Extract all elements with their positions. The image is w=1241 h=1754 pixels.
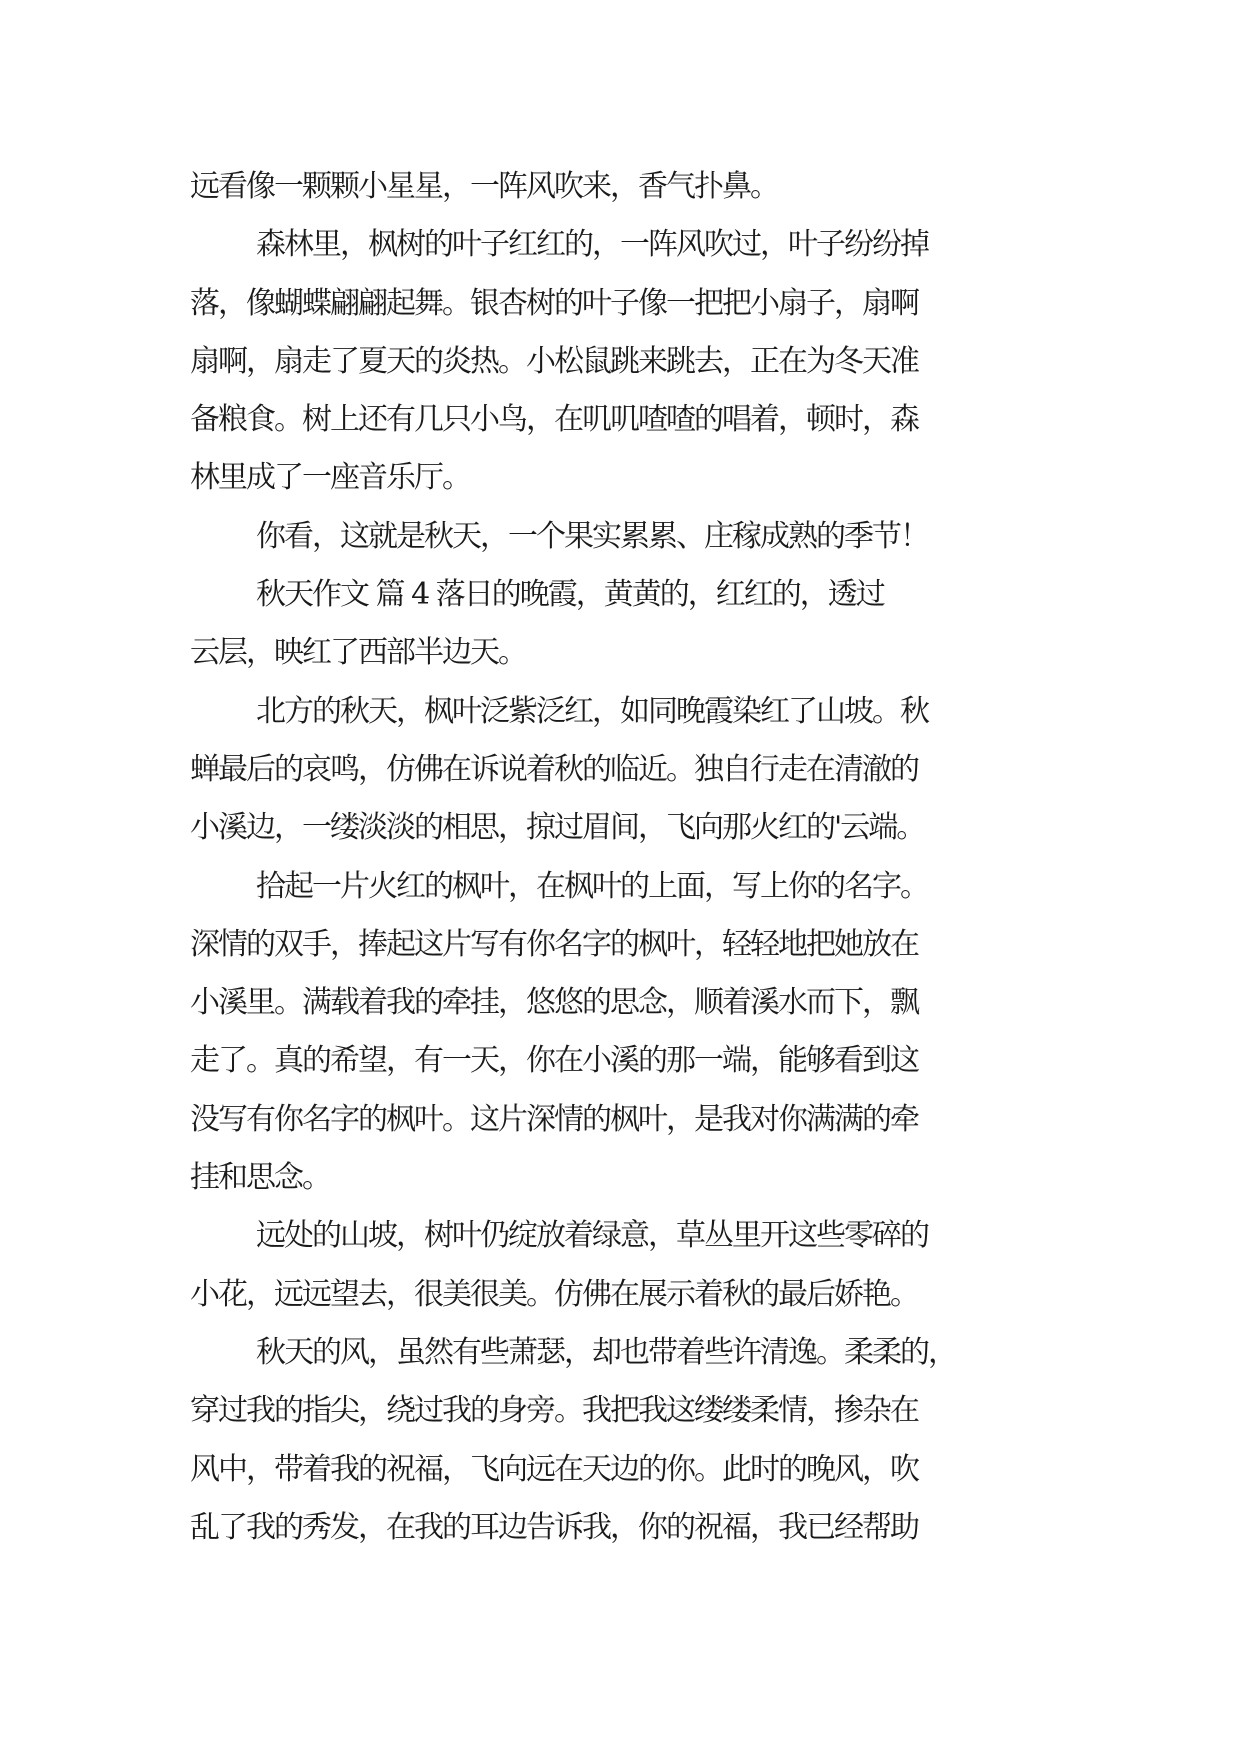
- text-line: 远处的山坡，树叶仍绽放着绿意，草丛里开这些零碎的: [256, 1218, 928, 1254]
- text-line: 小溪边，一缕淡淡的相思，掠过眉间，飞向那火红的'云端。: [190, 810, 925, 846]
- text-line: 秋天作文 篇 4 落日的晚霞，黄黄的，红红的，透过: [256, 577, 884, 613]
- text-line: 扇啊，扇走了夏天的炎热。小松鼠跳来跳去，正在为冬天准: [190, 343, 918, 379]
- text-line: 拾起一片火红的枫叶，在枫叶的上面，写上你的名字。: [256, 868, 928, 904]
- text-line: 挂和思念。: [190, 1160, 330, 1196]
- text-line: 云层，映红了西部半边天。: [190, 635, 526, 671]
- text-line: 走了。真的希望，有一天，你在小溪的那一端，能够看到这: [190, 1043, 918, 1079]
- text-line: 你看，这就是秋天，一个果实累累、庄稼成熟的季节！: [256, 518, 928, 554]
- text-line: 秋天的风，虽然有些萧瑟，却也带着些许清逸。柔柔的，: [256, 1334, 956, 1370]
- text-line: 穿过我的指尖，绕过我的身旁。我把我这缕缕柔情，掺杂在: [190, 1393, 918, 1429]
- text-line: 森林里，枫树的叶子红红的，一阵风吹过，叶子纷纷掉: [256, 227, 928, 263]
- text-line: 备粮食。树上还有几只小鸟，在叽叽喳喳的唱着，顿时，森: [190, 402, 918, 438]
- text-line: 林里成了一座音乐厅。: [190, 460, 470, 496]
- text-line: 风中，带着我的祝福，飞向远在天边的你。此时的晚风，吹: [190, 1451, 918, 1487]
- text-line: 没写有你名字的枫叶。这片深情的枫叶，是我对你满满的牵: [190, 1101, 918, 1137]
- text-line: 远看像一颗颗小星星，一阵风吹来，香气扑鼻。: [190, 169, 778, 204]
- text-line: 小花，远远望去，很美很美。仿佛在展示着秋的最后娇艳。: [190, 1276, 918, 1312]
- text-line: 乱了我的秀发，在我的耳边告诉我，你的祝福，我已经帮助: [190, 1509, 918, 1545]
- text-line: 小溪里。满载着我的牵挂，悠悠的思念，顺着溪水而下，飘: [190, 985, 918, 1021]
- text-line: 落，像蝴蝶翩翩起舞。银杏树的叶子像一把把小扇子，扇啊: [190, 285, 918, 321]
- text-line: 北方的秋天，枫叶泛紫泛红，如同晚霞染红了山坡。秋: [256, 693, 928, 729]
- text-line: 深情的双手，捧起这片写有你名字的枫叶，轻轻地把她放在: [190, 926, 918, 962]
- essay-body: [190, 158, 1070, 1557]
- text-line: 蝉最后的哀鸣，仿佛在诉说着秋的临近。独自行走在清澈的: [190, 751, 918, 787]
